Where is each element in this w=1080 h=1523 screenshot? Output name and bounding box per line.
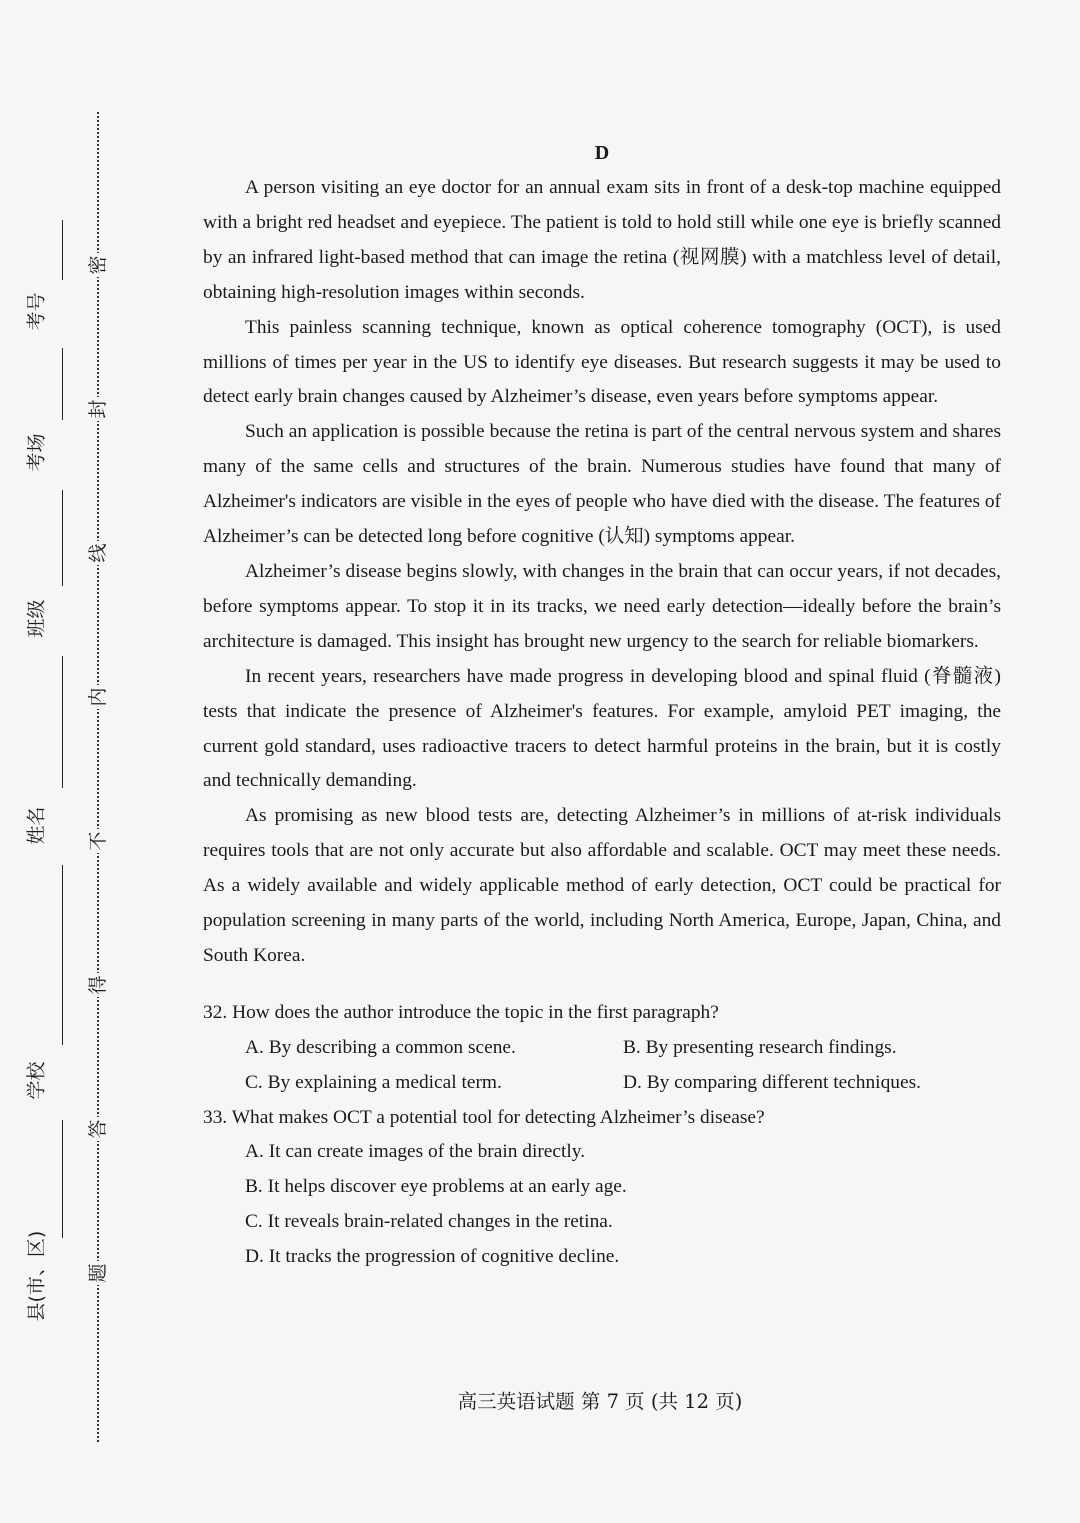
passage-paragraph-5: In recent years, researchers have made progress in developing blood and spinal fluid (脊髓液) tests that indicate the presence of Alzheimer's features. For example, amyloid PET imaging, the current gold standard, uses radioactive tracers to detect harmful proteins in the brain, but it is costly and technically demanding. bbox=[203, 665, 1001, 792]
name-line bbox=[62, 656, 63, 788]
seal-char-3: 线 bbox=[86, 541, 110, 565]
question-33-option-c: C. It reveals brain-related changes in the retina. bbox=[245, 1211, 613, 1233]
exam-room-line bbox=[62, 348, 63, 420]
exam-room-label: 考场 bbox=[25, 433, 48, 472]
seal-char-8: 题 bbox=[86, 1261, 110, 1285]
seal-char-5: 不 bbox=[86, 829, 110, 853]
class-line bbox=[62, 490, 63, 586]
seal-char-7: 答 bbox=[86, 1117, 110, 1141]
seal-char-4: 内 bbox=[86, 685, 110, 709]
seal-char-6: 得 bbox=[86, 973, 110, 997]
name-label: 姓名 bbox=[25, 806, 48, 845]
seal-char-1: 密 bbox=[86, 253, 110, 277]
county-line bbox=[62, 1120, 63, 1238]
question-33-option-a: A. It can create images of the brain directly. bbox=[245, 1141, 586, 1163]
passage-paragraph-2: This painless scanning technique, known as optical coherence tomography (OCT), is used millions of times per year in the US to identify eye diseases. But research suggests it may be used to detect early brain changes caused by Alzheimer’s disease, even years before symptoms appear. bbox=[203, 316, 1001, 408]
passage-section bbox=[203, 136, 1001, 1275]
section-title: D bbox=[594, 142, 610, 164]
county-label: 县(市、区) bbox=[25, 1230, 48, 1322]
question-32-option-c: C. By explaining a medical term. bbox=[245, 1071, 502, 1093]
question-32-stem: 32. How does the author introduce the topic in the first paragraph? bbox=[203, 1001, 719, 1023]
exam-number-line bbox=[62, 220, 63, 280]
seal-char-2: 封 bbox=[86, 397, 110, 421]
exam-number-label: 考号 bbox=[25, 292, 48, 331]
school-label: 学校 bbox=[25, 1061, 48, 1100]
seal-dotted-line bbox=[97, 112, 99, 1442]
question-32-options-row-1 bbox=[203, 1031, 1001, 1066]
passage-paragraph-3: Such an application is possible because the retina is part of the central nervous system and shares many of the same cells and structures of the brain. Numerous studies have found that many of Alzheimer's indicators are visible in the eyes of people who have died with the disease. The features of Alzheimer’s can be detected long before cognitive (认知) symptoms appear. bbox=[203, 421, 1001, 548]
question-33-option-d: D. It tracks the progression of cognitive decline. bbox=[245, 1246, 620, 1268]
school-line bbox=[62, 865, 63, 1045]
passage-paragraph-1: A person visiting an eye doctor for an annual exam sits in front of a desk-top machine equipped with a bright red headset and eyepiece. The patient is told to hold still while one eye is briefly scanned by an infrared light-based method that can image the retina (视网膜) with a matchless level of detail, obtaining high-resolution images within seconds. bbox=[203, 177, 1001, 303]
question-list bbox=[203, 996, 1001, 1275]
passage-paragraph-6: As promising as new blood tests are, detecting Alzheimer’s in millions of at-risk individuals requires tools that are not only accurate but also affordable and scalable. OCT may meet these needs. As a widely available and widely applicable method of early detection, OCT could be practical for population screening in many parts of the world, including North America, Europe, Japan, China, and South Korea. bbox=[203, 805, 1001, 966]
question-32-option-a: A. By describing a common scene. bbox=[245, 1036, 516, 1058]
question-33-option-b: B. It helps discover eye problems at an early age. bbox=[245, 1176, 627, 1198]
question-32-option-d: D. By comparing different techniques. bbox=[623, 1071, 921, 1093]
page-footer: 高三英语试题 第 7 页 (共 12 页) bbox=[457, 1390, 743, 1413]
question-32-options-row-2 bbox=[203, 1066, 1001, 1101]
class-label: 班级 bbox=[25, 599, 48, 638]
question-32-option-b: B. By presenting research findings. bbox=[623, 1036, 897, 1058]
question-33-stem: 33. What makes OCT a potential tool for detecting Alzheimer’s disease? bbox=[203, 1106, 765, 1128]
passage-paragraph-4: Alzheimer’s disease begins slowly, with changes in the brain that can occur years, if not decades, before symptoms appear. To stop it in its tracks, we need early detection—ideally before the brain’s architecture is damaged. This insight has brought new urgency to the search for reliable biomarkers. bbox=[203, 560, 1001, 652]
